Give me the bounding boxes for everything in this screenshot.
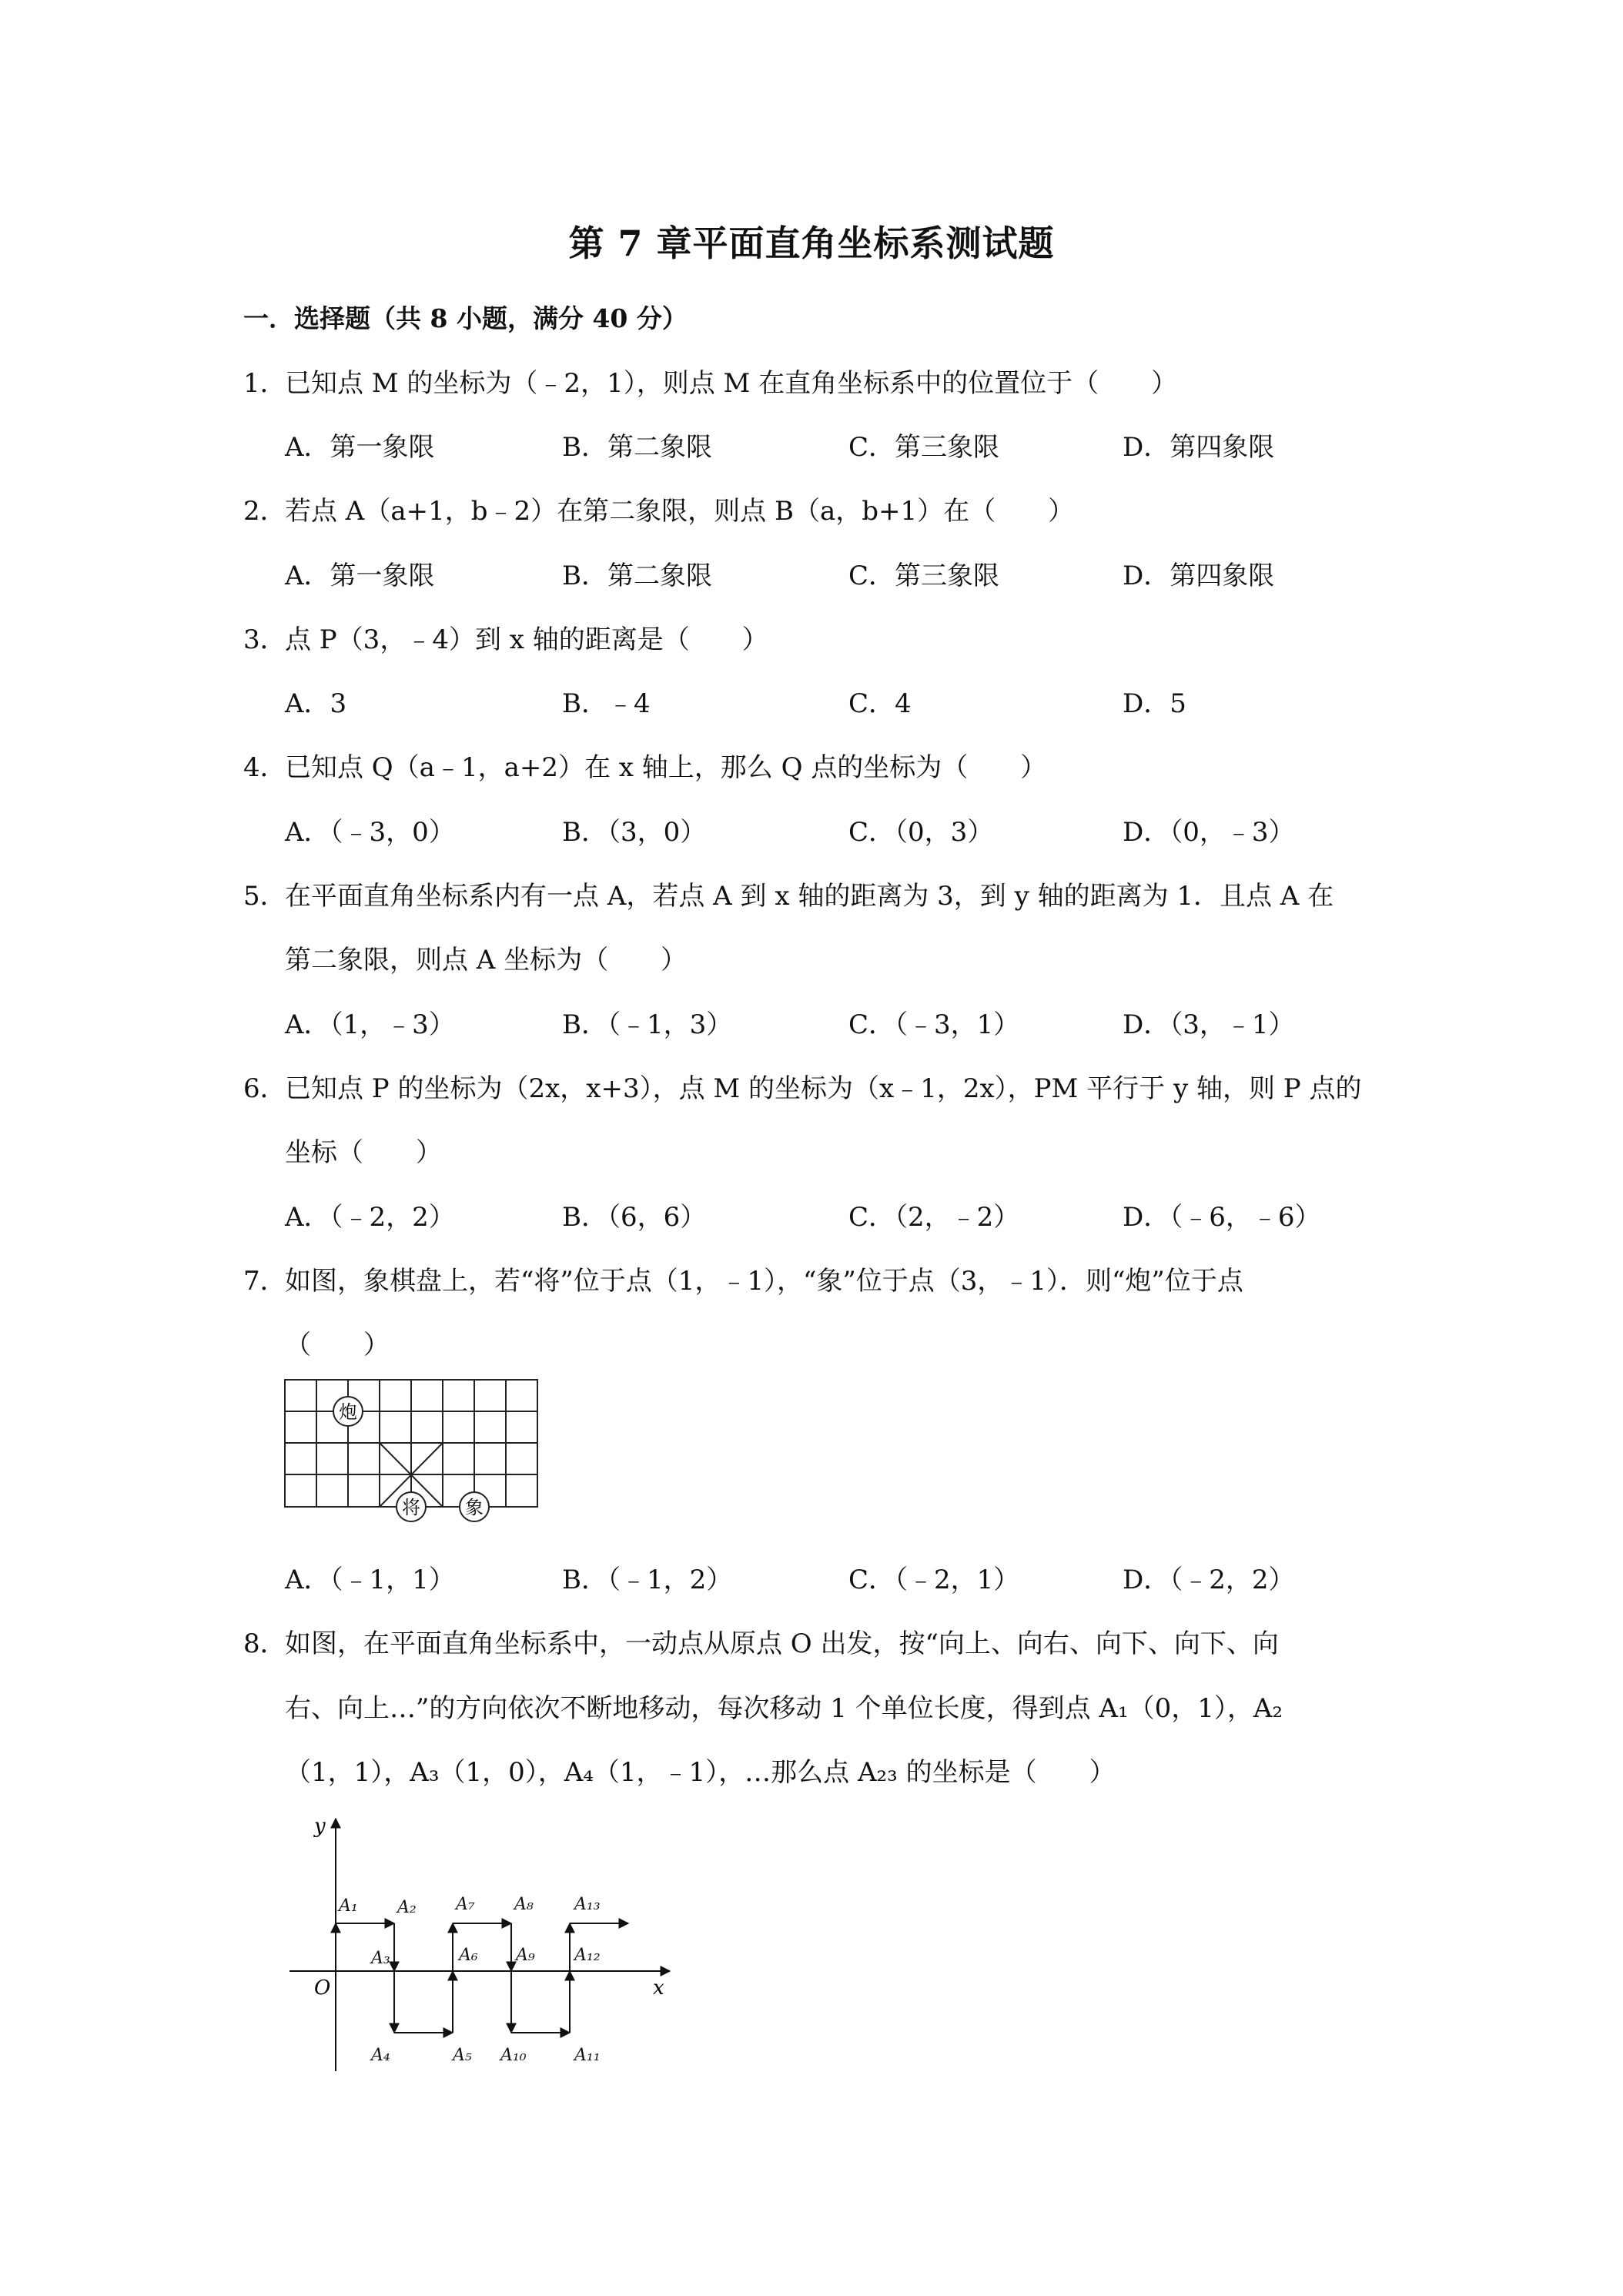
- question-text: 如图，在平面直角坐标系中，一动点从原点 O 出发，按“向上、向右、向下、向下、向: [285, 1628, 1279, 1659]
- point-label-a10: A₁₀: [500, 2046, 527, 2065]
- question-text-continued: （ ）: [285, 1330, 390, 1361]
- option-c: C．（﹣2，1）: [848, 1565, 1020, 1595]
- question-text: 已知点 M 的坐标为（﹣2，1），则点 M 在直角坐标系中的位置位于（ ）: [285, 368, 1178, 399]
- question-number: 2．: [243, 496, 286, 527]
- option-b: B．第二象限: [562, 561, 712, 591]
- option-d: D．（﹣2，2）: [1123, 1565, 1295, 1595]
- option-b: B．（﹣1，2）: [562, 1565, 733, 1595]
- option-d: D．第四象限: [1123, 561, 1275, 591]
- option-c: C．4: [848, 688, 912, 719]
- question-number: 5．: [243, 881, 286, 912]
- point-label-a1: A₁: [339, 1896, 358, 1916]
- point-label-a4: A₄: [371, 2046, 390, 2065]
- point-label-a5: A₅: [453, 2046, 472, 2065]
- question-number: 3．: [243, 624, 286, 655]
- option-a: A．第一象限: [285, 561, 435, 591]
- origin-label: O: [314, 1976, 331, 2000]
- point-label-a8: A₈: [514, 1895, 534, 1914]
- question-2: [243, 490, 1074, 527]
- point-label-a11: A₁₁: [574, 2046, 601, 2065]
- question-text: 在平面直角坐标系内有一点 A，若点 A 到 x 轴的距离为 3，到 y 轴的距离为 1．且点 A 在: [285, 881, 1334, 912]
- question-3: [243, 618, 768, 656]
- question-number: 6．: [243, 1073, 286, 1104]
- question-6: [243, 1067, 1361, 1105]
- chessboard-grid: [285, 1380, 537, 1507]
- point-label-a9: A₉: [516, 1946, 535, 1965]
- xiang-piece: [460, 1492, 489, 1521]
- option-c: C．第三象限: [848, 561, 1000, 591]
- option-a: A．（1，﹣3）: [285, 1009, 455, 1040]
- question-text: 已知点 Q（a﹣1，a+2）在 x 轴上，那么 Q 点的坐标为（ ）: [285, 752, 1047, 783]
- option-b: B．（6，6）: [562, 1202, 707, 1233]
- point-label-a3: A₃: [371, 1949, 390, 1968]
- option-b: B．﹣4: [562, 688, 651, 719]
- question-number: 8．: [243, 1628, 286, 1659]
- question-text-continued: （1，1），A₃（1，0），A₄（1，﹣1），…那么点 A₂₃ 的坐标是（ ）: [285, 1757, 1116, 1788]
- option-b: B．（3，0）: [562, 817, 707, 848]
- option-d: D．（3，﹣1）: [1123, 1009, 1295, 1040]
- section-heading: 一．选择题（共 8 小题，满分 40 分）: [243, 303, 688, 333]
- option-a: A．第一象限: [285, 432, 435, 463]
- option-b: B．（﹣1，3）: [562, 1009, 733, 1040]
- option-d: D．第四象限: [1123, 432, 1275, 463]
- question-text: 已知点 P 的坐标为（2x，x+3），点 M 的坐标为（x﹣1，2x），PM 平行于 y 轴，则 P 点的: [285, 1073, 1362, 1104]
- point-label-a6: A₆: [459, 1946, 478, 1965]
- option-c: C．第三象限: [848, 432, 1000, 463]
- question-4: [243, 746, 1046, 784]
- point-label-a12: A₁₂: [574, 1946, 601, 1965]
- xiang-label: 象: [465, 1497, 484, 1518]
- page-title: 第 7 章平面直角坐标系测试题: [568, 223, 1055, 264]
- option-c: C．（0，3）: [848, 817, 994, 848]
- point-label-a13: A₁₃: [574, 1895, 601, 1914]
- question-text-continued: 右、向上…”的方向依次不断地移动，每次移动 1 个单位长度，得到点 A₁（0，1），A₂: [285, 1693, 1283, 1724]
- question-7: [243, 1260, 1243, 1297]
- option-a: A．（﹣1，1）: [285, 1565, 455, 1595]
- question-5: [243, 875, 1334, 912]
- x-axis-label: x: [653, 1976, 664, 2000]
- option-b: B．第二象限: [562, 432, 712, 463]
- jiang-label: 将: [402, 1497, 420, 1518]
- jiang-piece: [397, 1492, 426, 1521]
- option-d: D．5: [1123, 688, 1186, 719]
- option-c: C．（2，﹣2）: [848, 1202, 1020, 1233]
- y-axis-label: y: [314, 1815, 326, 1838]
- option-a: A．（﹣2，2）: [285, 1202, 455, 1233]
- question-text-continued: 第二象限，则点 A 坐标为（ ）: [285, 945, 688, 976]
- chessboard-figure: [282, 1377, 544, 1523]
- pao-piece: [333, 1397, 363, 1426]
- question-number: 1．: [243, 368, 286, 399]
- movement-path: [336, 1923, 628, 2033]
- option-d: D．（0，﹣3）: [1123, 817, 1295, 848]
- question-text: 点 P（3，﹣4）到 x 轴的距离是（ ）: [285, 624, 768, 655]
- option-d: D．（﹣6，﹣6）: [1123, 1202, 1321, 1233]
- pao-label: 炮: [339, 1401, 357, 1423]
- coordinate-path-figure: [285, 1809, 685, 2079]
- question-8: [243, 1622, 1279, 1660]
- question-text-continued: 坐标（ ）: [285, 1137, 442, 1168]
- point-label-a7: A₇: [456, 1895, 475, 1914]
- question-number: 7．: [243, 1266, 286, 1297]
- question-1: [243, 362, 1177, 400]
- question-number: 4．: [243, 752, 286, 783]
- option-c: C．（﹣3，1）: [848, 1009, 1020, 1040]
- option-a: A．（﹣3，0）: [285, 817, 455, 848]
- option-a: A．3: [285, 688, 347, 719]
- point-label-a2: A₂: [397, 1898, 417, 1917]
- question-text: 若点 A（a+1，b﹣2）在第二象限，则点 B（a，b+1）在（ ）: [285, 496, 1075, 527]
- question-text: 如图，象棋盘上，若“将”位于点（1，﹣1），“象”位于点（3，﹣1）．则“炮”位于点: [285, 1266, 1243, 1297]
